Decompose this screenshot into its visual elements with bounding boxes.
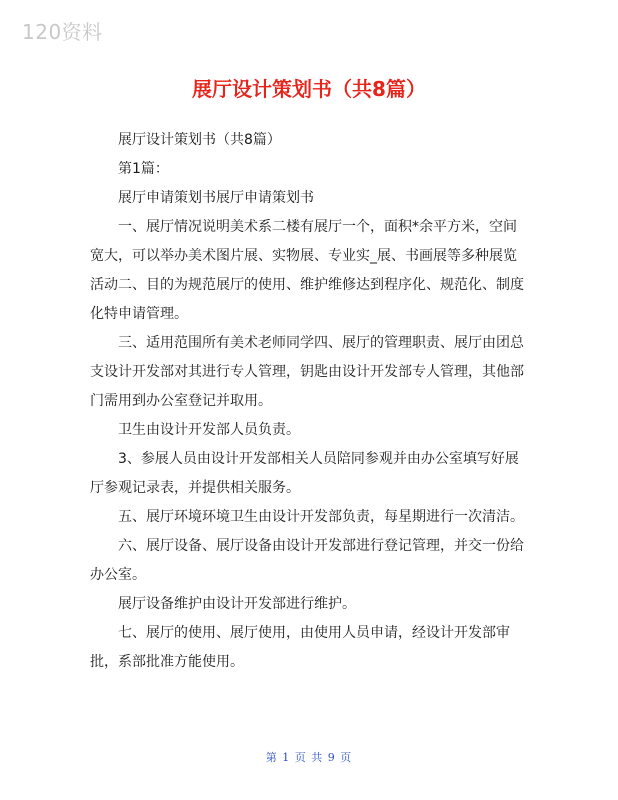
body-paragraph: 展厅申请策划书展厅申请策划书 (118, 190, 314, 206)
watermark-logo: 120资料 (22, 20, 103, 44)
body-paragraph: 三、适用范围所有美术老师同学四、展厅的管理职责、展厅由团总支设计开发部对其进行专人管理，钥匙由设计开发部专人管理，其他部门需用到办公室登记并取用。 (90, 335, 524, 409)
body-paragraph: 卫生由设计开发部人员负责。 (118, 422, 300, 438)
body-paragraph: 展厅设计策划书（共8篇） (118, 132, 281, 148)
body-paragraph: 展厅设备维护由设计开发部进行维护。 (118, 596, 356, 612)
body-paragraph: 3、参展人员由设计开发部相关人员陪同参观并由办公室填写好展厅参观记录表，并提供相关服务。 (90, 451, 519, 496)
document-body (90, 126, 530, 677)
body-paragraph: 五、展厅环境环境卫生由设计开发部负责，每星期进行一次清洁。 (118, 509, 524, 525)
body-paragraph: 七、展厅的使用、展厅使用，由使用人员申请，经设计开发部审批，系部批准方能使用。 (90, 625, 510, 670)
document-title: 展厅设计策划书（共8篇） (192, 77, 426, 101)
page-number-footer: 第 1 页 共 9 页 (265, 751, 353, 764)
body-paragraph: 第1篇： (118, 161, 169, 177)
body-paragraph: 一、展厅情况说明美术系二楼有展厅一个，面积*余平方米，空间宽大，可以举办美术图片展、实物展、专业实_展、书画展等多种展览活动二、目的为规范展厅的使用、维护维修达到程序化、规范化、制度化特申请管理。 (90, 219, 524, 322)
body-paragraph: 六、展厅设备、展厅设备由设计开发部进行登记管理，并交一份给办公室。 (90, 538, 524, 583)
